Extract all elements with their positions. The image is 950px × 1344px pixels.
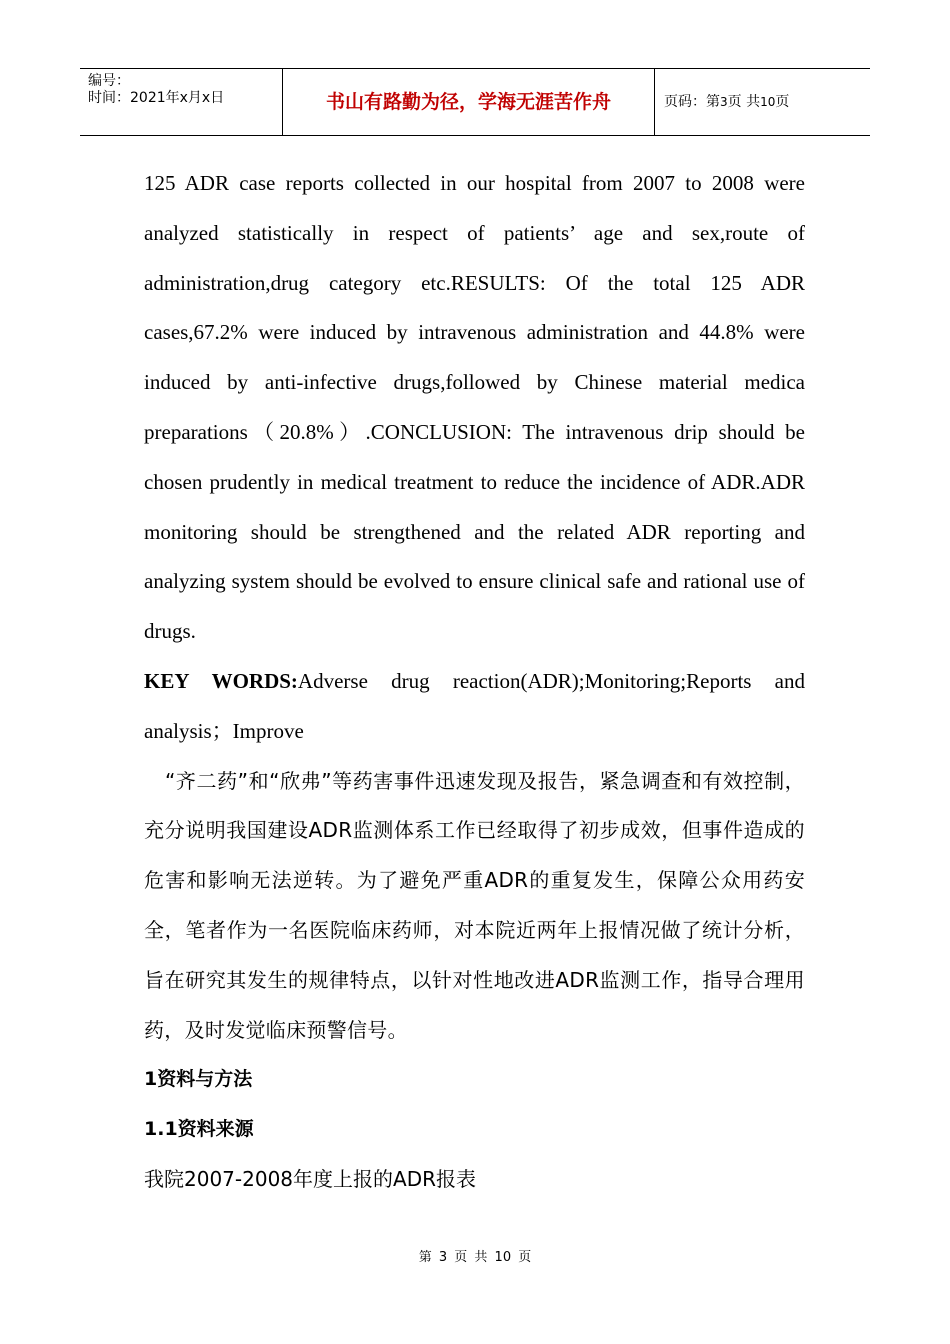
page-header [80,68,870,136]
header-motto: 书山有路勤为径，学海无涯苦作舟 [282,69,655,135]
page-body [144,159,805,1205]
page-suffix: 页 [775,94,790,110]
serial-number-label: 编号： [88,73,130,89]
abstract-paragraph: 125 ADR case reports collected in our hospital from 2007 to 2008 were analyzed statistically in respect of patients’ age and sex,route of administration,drug category etc.RESULTS: Of the total 125 ADR cases,67.2% were induced by intravenous administration and 44.8% were induced by anti-infective drugs,followed by Chinese material medica preparations（20.8%）.CONCLUSION: The intravenous drip should be chosen prudently in medical treatment to reduce the incidence of ADR.ADR monitoring should be strengthened and the related ADR reporting and analyzing system should be evolved to ensure clinical safe and rational use of drugs. [144,171,805,644]
header-page-info [655,69,870,135]
page-prefix: 页码：第 [664,94,720,110]
keywords-text: Adverse drug reaction(ADR);Monitoring;Reports and analysis；Improve [144,668,806,743]
page-total: 10 [760,95,776,109]
date-label: 时间：2021年x月x日 [88,90,225,106]
intro-paragraph: “齐二药”和“欣弗”等药害事件迅速发现及报告，紧急调查和有效控制，充分说明我国建设ADR监测体系工作已经取得了初步成效，但事件造成的危害和影响无法逆转。为了避免严重ADR的重复发生，保障公众用药安全，笔者作为一名医院临床药师，对本院近两年上报情况做了统计分析，旨在研究其发生的规律特点，以针对性地改进ADR监测工作，指导合理用药，及时发觉临床预警信号。 [144,768,805,1042]
keywords-label: KEY WORDS: [144,668,298,693]
section-heading-1: 1资料与方法 [144,1068,253,1091]
page-mid: 页 共 [727,94,761,110]
page-number: 3 [720,95,728,109]
keywords-paragraph [144,657,805,757]
header-meta [80,69,282,135]
section-heading-1-1: 1.1资料来源 [144,1118,254,1141]
data-source-text: 我院2007-2008年度上报的ADR报表 [144,1166,476,1191]
page-footer: 第 3 页 共 10 页 [418,1250,532,1265]
